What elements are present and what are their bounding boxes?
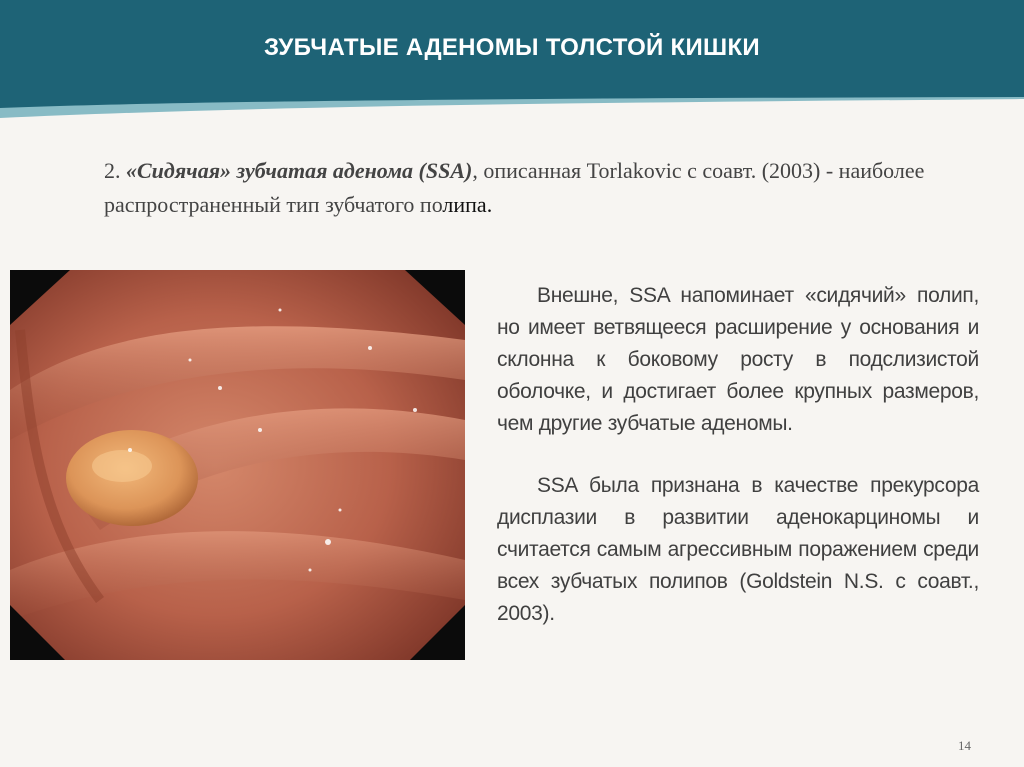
header-accent-stripe xyxy=(0,96,1024,118)
intro-rest: , описанная Torlakovic с соавт. (2003) - наиболее распространенный тип зубчатого по xyxy=(104,158,925,217)
intro-paragraph xyxy=(104,154,974,222)
description-paragraph-2: SSA была признана в качестве прекурсора дисплазии в развитии аденокарциномы и считается самым агрессивным поражением среди всех зубчатых полипов (Goldstein N.S. с соавт., 2003). xyxy=(497,474,979,625)
intro-tail: липа. xyxy=(442,192,493,217)
intro-italic-title: «Сидячая» зубчатая аденома (SSA) xyxy=(126,158,473,183)
description-paragraph-1: Внешне, SSA напоминает «сидячий» полип, но имеет ветвящееся расширение у основания и склонна к боковому росту в подслизистой оболочке, и достигает более крупных размеров, чем другие зубчатые аденомы. xyxy=(497,284,979,435)
page-number: 14 xyxy=(958,738,971,753)
intro-number: 2. xyxy=(104,158,126,183)
endoscopy-image xyxy=(10,270,465,660)
description-block xyxy=(497,280,979,660)
slide-title: ЗУБЧАТЫЕ АДЕНОМЫ ТОЛСТОЙ КИШКИ xyxy=(264,34,760,61)
slide-header xyxy=(0,0,1024,96)
